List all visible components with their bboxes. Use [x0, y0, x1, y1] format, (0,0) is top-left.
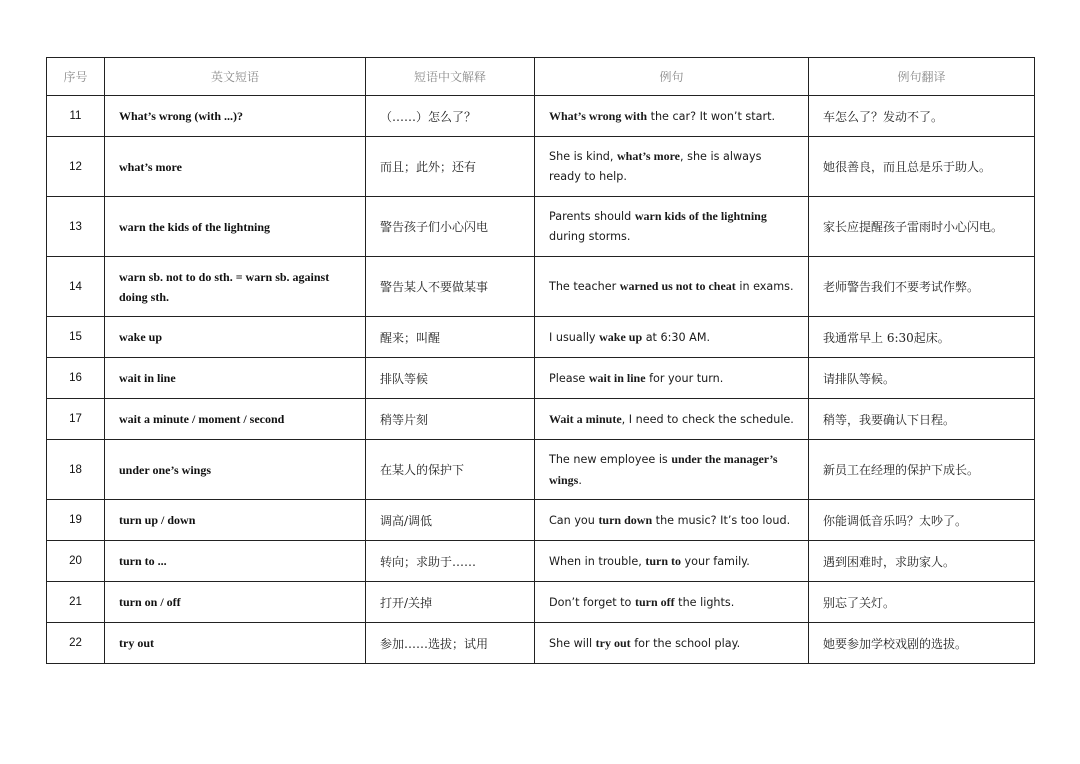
row-number: 20 — [47, 541, 105, 582]
header-row — [47, 58, 1035, 96]
example-translation: 请排队等候。 — [809, 358, 1035, 399]
example-bold: warned us not to cheat — [619, 279, 736, 293]
header-phrase: 英文短语 — [105, 58, 366, 96]
english-phrase: try out — [105, 623, 366, 664]
example-sentence — [535, 399, 809, 440]
english-phrase: wake up — [105, 317, 366, 358]
table-row — [47, 623, 1035, 664]
example-translation: 我通常早上 6:30起床。 — [809, 317, 1035, 358]
header-example: 例句 — [535, 58, 809, 96]
chinese-meaning: 转向；求助于…… — [366, 541, 535, 582]
example-translation: 新员工在经理的保护下成长。 — [809, 440, 1035, 500]
table-row — [47, 541, 1035, 582]
example-plain: I usually — [549, 330, 600, 344]
english-phrase: What’s wrong (with ...)? — [105, 96, 366, 137]
chinese-meaning: 醒来；叫醒 — [366, 317, 535, 358]
table-row — [47, 137, 1035, 197]
example-sentence — [535, 137, 809, 197]
example-bold: warn kids of the lightning — [634, 209, 767, 223]
chinese-meaning: 而且；此外；还有 — [366, 137, 535, 197]
header-translation: 例句翻译 — [809, 58, 1035, 96]
row-number: 18 — [47, 440, 105, 500]
table-row — [47, 257, 1035, 317]
chinese-meaning: 打开/关掉 — [366, 582, 535, 623]
table-row — [47, 197, 1035, 257]
example-sentence — [535, 541, 809, 582]
example-translation: 稍等，我要确认下日程。 — [809, 399, 1035, 440]
row-number: 11 — [47, 96, 105, 137]
example-sentence — [535, 500, 809, 541]
english-phrase: warn sb. not to do sth. = warn sb. against doing sth. — [105, 257, 366, 317]
example-plain: Parents should — [549, 210, 635, 223]
chinese-meaning: （……）怎么了？ — [366, 96, 535, 137]
row-number: 22 — [47, 623, 105, 664]
example-translation: 你能调低音乐吗？太吵了。 — [809, 500, 1035, 541]
example-bold: wait in line — [588, 370, 646, 385]
table-row — [47, 399, 1035, 440]
example-translation: 老师警告我们不要考试作弊。 — [809, 257, 1035, 317]
example-translation: 家长应提醒孩子雷雨时小心闪电。 — [809, 197, 1035, 257]
example-plain: the car? It won’t start. — [647, 109, 776, 123]
row-number: 12 — [47, 137, 105, 197]
example-bold: turn off — [634, 594, 675, 609]
example-plain: in exams. — [735, 280, 794, 293]
table-row — [47, 500, 1035, 541]
example-sentence — [535, 358, 809, 399]
example-plain: When in trouble, — [549, 554, 646, 568]
example-plain: for your turn. — [645, 371, 724, 385]
example-bold: what’s more — [617, 149, 681, 163]
chinese-meaning: 参加……选拔；试用 — [366, 623, 535, 664]
table-row — [47, 358, 1035, 399]
example-translation: 车怎么了？发动不了。 — [809, 96, 1035, 137]
example-plain: Don’t forget to — [549, 595, 635, 609]
english-phrase: what’s more — [105, 137, 366, 197]
english-phrase: under one’s wings — [105, 440, 366, 500]
example-translation: 她要参加学校戏剧的选拔。 — [809, 623, 1035, 664]
chinese-meaning: 排队等候 — [366, 358, 535, 399]
example-sentence — [535, 317, 809, 358]
example-bold: under the manager’s wings — [549, 451, 778, 487]
example-sentence — [535, 96, 809, 137]
table-row — [47, 317, 1035, 358]
example-plain: Can you — [549, 513, 599, 527]
english-phrase: warn the kids of the lightning — [105, 197, 366, 257]
chinese-meaning: 在某人的保护下 — [366, 440, 535, 500]
english-phrase: turn to ... — [105, 541, 366, 582]
row-number: 13 — [47, 197, 105, 257]
example-plain: the lights. — [674, 595, 735, 609]
row-number: 17 — [47, 399, 105, 440]
example-plain: Please — [549, 371, 589, 385]
row-number: 14 — [47, 257, 105, 317]
english-phrase: turn on / off — [105, 582, 366, 623]
table-row — [47, 440, 1035, 500]
chinese-meaning: 稍等片刻 — [366, 399, 535, 440]
example-plain: during storms. — [549, 230, 631, 243]
example-translation: 她很善良，而且总是乐于助人。 — [809, 137, 1035, 197]
example-plain: She will — [549, 636, 596, 650]
example-plain: , I need to check the schedule. — [621, 412, 794, 426]
chinese-meaning: 警告某人不要做某事 — [366, 257, 535, 317]
english-phrase: wait a minute / moment / second — [105, 399, 366, 440]
example-plain: , she is always ready to help. — [549, 150, 762, 183]
example-sentence — [535, 257, 809, 317]
table-row — [47, 96, 1035, 137]
english-phrase: turn up / down — [105, 500, 366, 541]
example-sentence — [535, 582, 809, 623]
phrase-table — [46, 57, 1035, 664]
example-bold: try out — [595, 635, 631, 650]
example-plain: . — [578, 473, 582, 487]
example-bold: turn to — [645, 553, 681, 568]
row-number: 19 — [47, 500, 105, 541]
row-number: 15 — [47, 317, 105, 358]
example-bold: Wait a minute — [549, 411, 622, 426]
example-sentence — [535, 440, 809, 500]
example-plain: She is kind, — [549, 150, 618, 163]
example-plain: The new employee is — [549, 452, 672, 466]
header-num: 序号 — [47, 58, 105, 96]
example-translation: 遇到困难时，求助家人。 — [809, 541, 1035, 582]
chinese-meaning: 调高/调低 — [366, 500, 535, 541]
chinese-meaning: 警告孩子们小心闪电 — [366, 197, 535, 257]
row-number: 21 — [47, 582, 105, 623]
example-sentence — [535, 623, 809, 664]
example-sentence — [535, 197, 809, 257]
example-plain: for the school play. — [630, 636, 741, 650]
table-row — [47, 582, 1035, 623]
example-translation: 别忘了关灯。 — [809, 582, 1035, 623]
example-bold: What’s wrong with — [549, 108, 648, 123]
example-plain: the music? It’s too loud. — [652, 513, 791, 527]
example-bold: turn down — [598, 512, 653, 527]
header-meaning: 短语中文解释 — [366, 58, 535, 96]
example-plain: The teacher — [549, 280, 620, 293]
example-bold: wake up — [599, 329, 643, 344]
example-plain: your family. — [681, 554, 750, 568]
example-plain: at 6:30 AM. — [642, 330, 711, 344]
row-number: 16 — [47, 358, 105, 399]
english-phrase: wait in line — [105, 358, 366, 399]
